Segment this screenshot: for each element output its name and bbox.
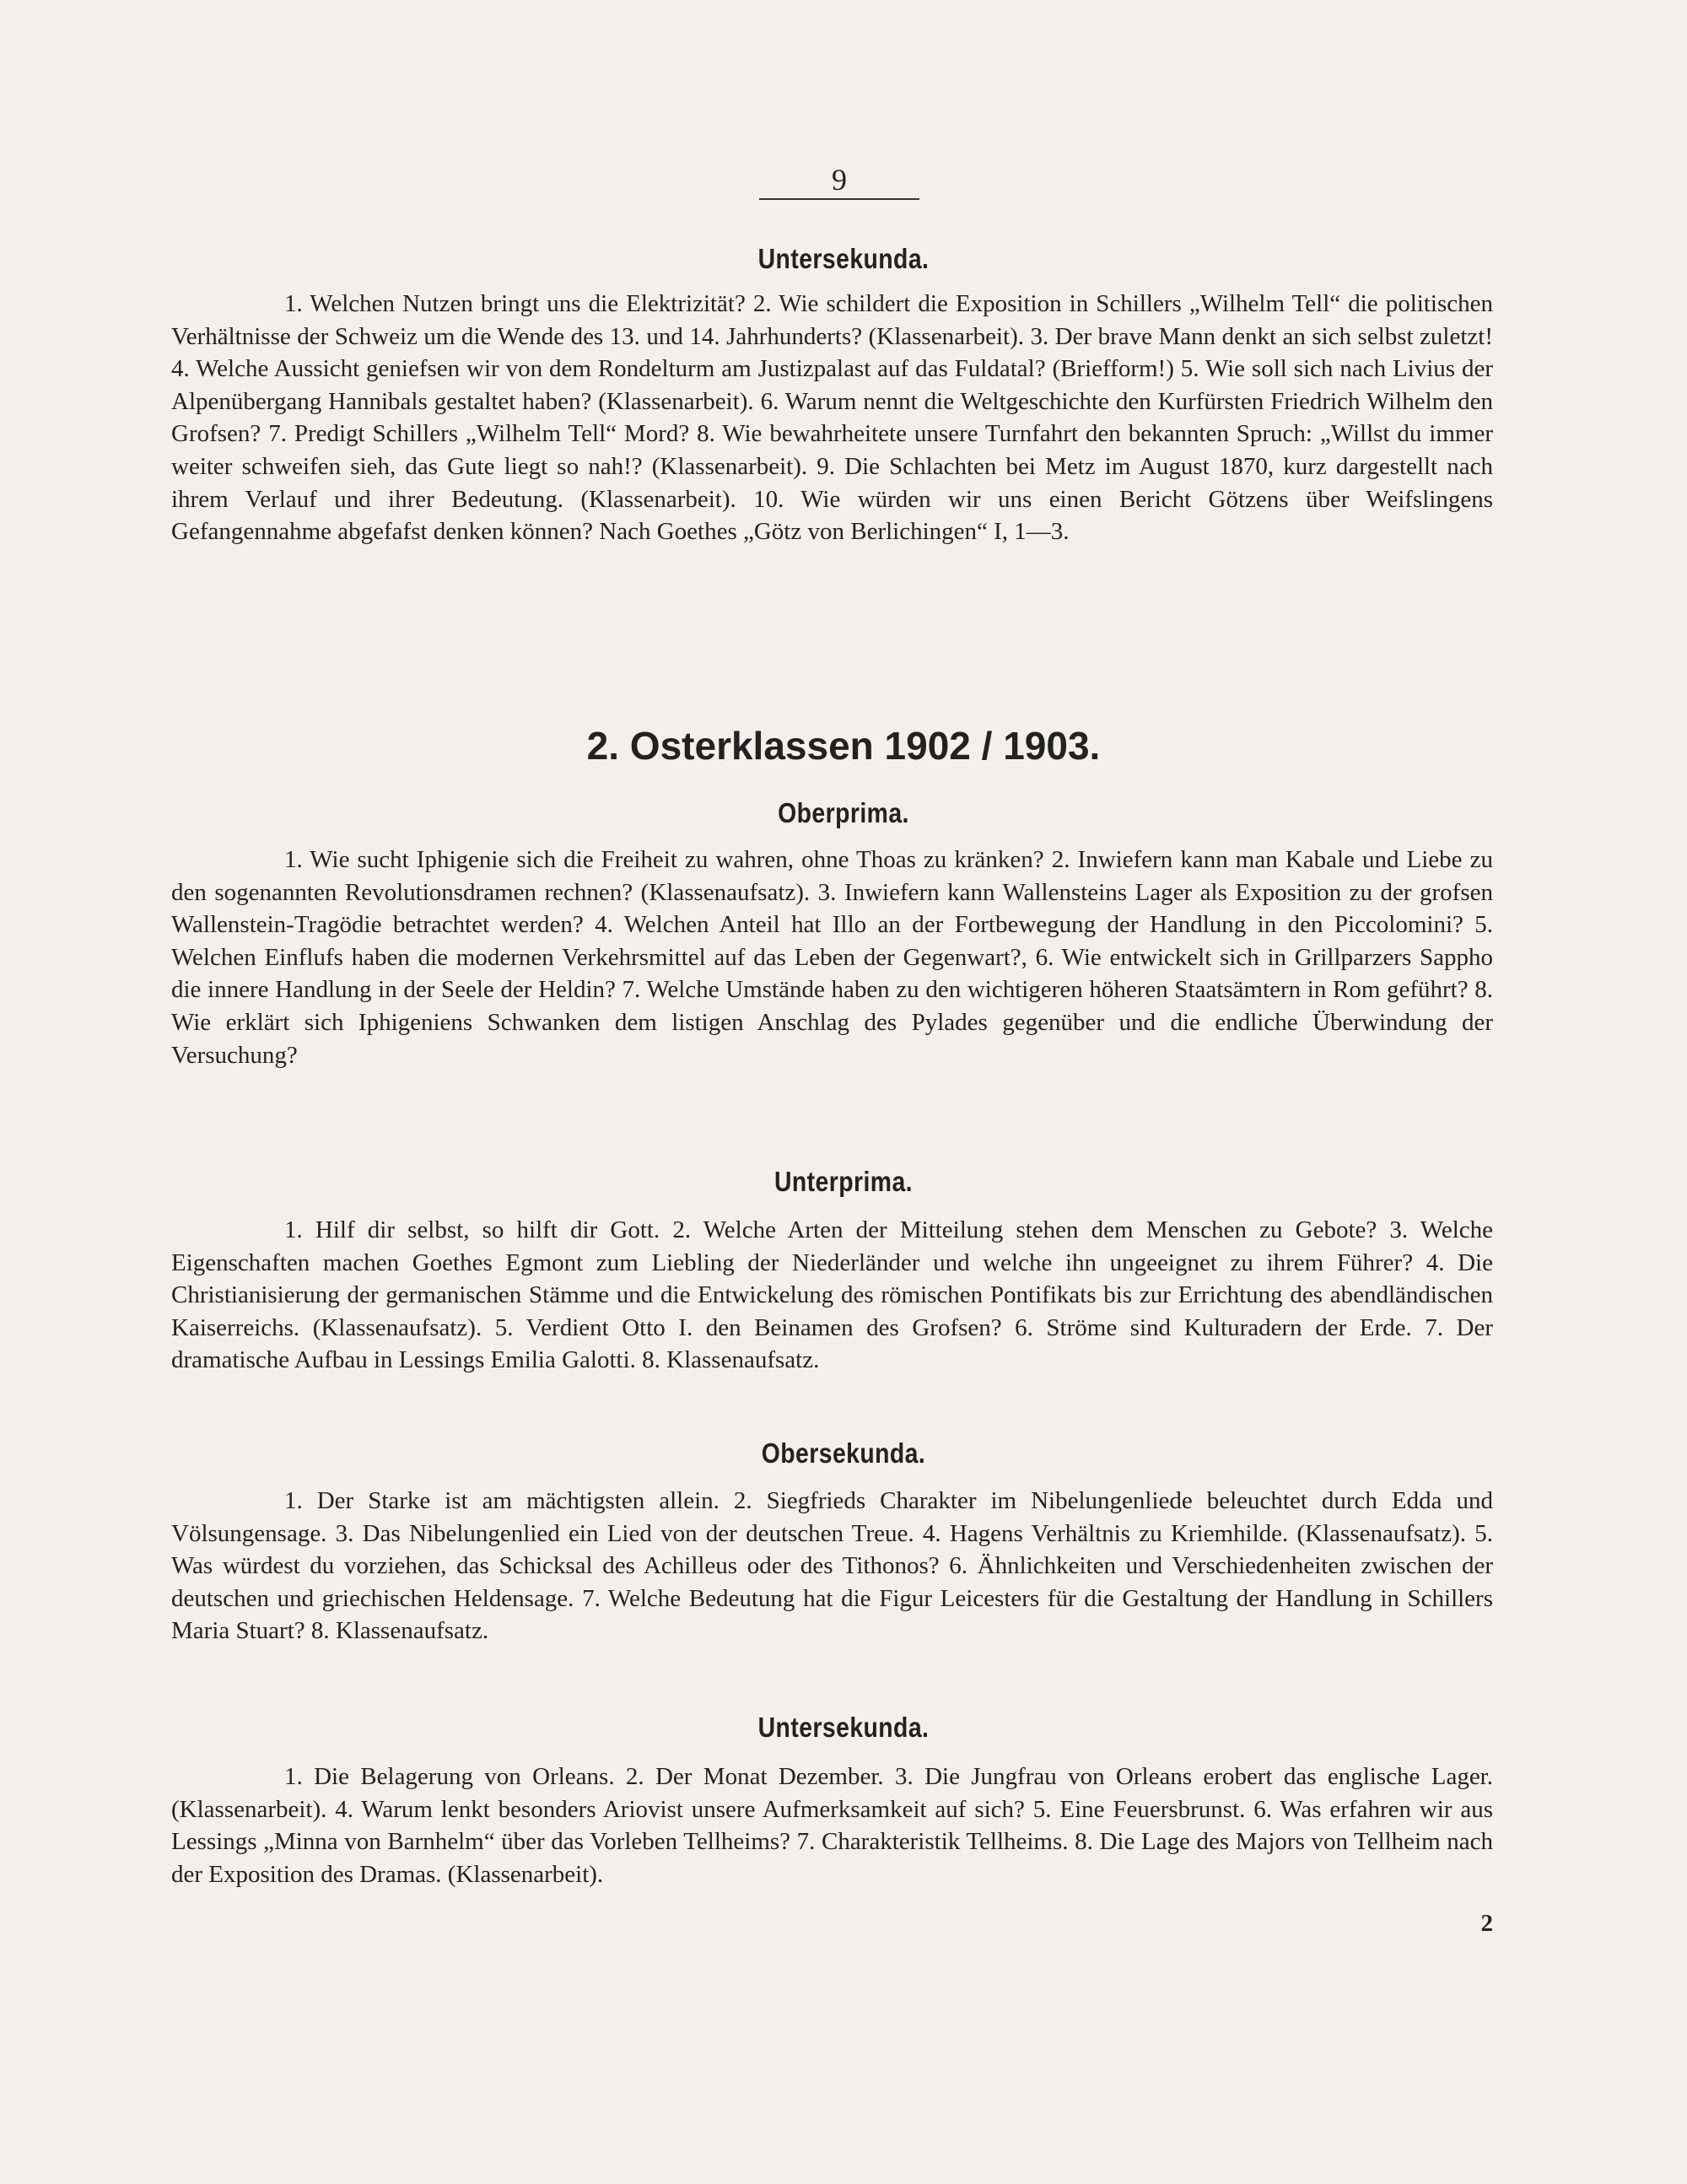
paragraph-obersekunda: 1. Der Starke ist am mächtigsten allein. 2. Siegfrieds Charakter im Nibelungenliede beleuchtet durch Edda und Völsungensage. 3. Das Nibelungenlied ein Lied von der deutschen Treue. 4. Hagens Verhältnis zu Kriemhilde. (Klassenaufsatz). 5. Was würdest du vorziehen, das Schicksal des Achilleus oder des Tithonos? 6. Ähnlichkeiten und Verschiedenheiten zwischen der deutschen und griechischen Heldensage. 7. Welche Bedeutung hat die Figur Leicesters für die Gestaltung der Handlung in Schillers Maria Stuart? 8. Klassenaufsatz. <box>171 1487 1493 1645</box>
page-number: 9 <box>759 163 919 200</box>
section-title-osterklassen: 2. Osterklassen 1902 / 1903. <box>586 724 1101 768</box>
heading-obersekunda: Obersekunda. <box>761 1437 926 1469</box>
heading-untersekunda-2: Untersekunda. <box>757 1712 930 1743</box>
paragraph-untersekunda-1: 1. Welchen Nutzen bringt uns die Elektrizität? 2. Wie schildert die Exposition in Schillers „Wilhelm Tell“ die politischen Verhältnisse der Schweiz um die Wende des 13. und 14. Jahrhunderts? (Klassenarbeit). 3. Der brave Mann denkt an sich selbst zuletzt! 4. Welche Aussicht geniefsen wir von dem Rondelturm am Justizpalast auf das Fuldatal? (Briefform!) 5. Wie soll sich nach Livius der Alpenübergang Hannibals gestaltet haben? (Klassenarbeit). 6. Warum nennt die Weltgeschichte den Kurfürsten Friedrich Wilhelm den Grofsen? 7. Predigt Schillers „Wilhelm Tell“ Mord? 8. Wie bewahrheitete unsere Turnfahrt den bekannten Spruch: „Willst du immer weiter schweifen sieh, das Gute liegt so nah!? (Klassenarbeit). 9. Die Schlachten bei Metz im August 1870, kurz dargestellt nach ihrem Verlauf und ihrer Bedeutung. (Klassenarbeit). 10. Wie würden wir uns einen Bericht Götzens über Weifslingens Gefangennahme abgefafst denken können? Nach Goethes „Götz von Berlichingen“ I, 1—3. <box>171 290 1493 546</box>
paragraph-unterprima: 1. Hilf dir selbst, so hilft dir Gott. 2. Welche Arten der Mitteilung stehen dem Menschen zu Gebote? 3. Welche Eigenschaften machen Goethes Egmont zum Liebling der Niederländer und welche ihn ungeeignet zu ihrem Führer? 4. Die Christianisierung der germanischen Stämme und die Entwickelung des römischen Pontifikats bis zur Errichtung des abendländischen Kaiserreichs. (Klassenaufsatz). 5. Verdient Otto I. den Beinamen des Grofsen? 6. Ströme sind Kulturadern der Erde. 7. Der dramatische Aufbau in Lessings Emilia Galotti. 8. Klassenaufsatz. <box>171 1216 1493 1374</box>
paragraph-untersekunda-2: 1. Die Belagerung von Orleans. 2. Der Monat Dezember. 3. Die Jungfrau von Orleans erobert das englische Lager. (Klassenarbeit). 4. Warum lenkt besonders Ariovist unsere Aufmerksamkeit auf sich? 5. Eine Feuersbrunst. 6. Was erfahren wir aus Lessings „Minna von Barnhelm“ über das Vorleben Tellheims? 7. Charakteristik Tellheims. 8. Die Lage des Majors von Tellheim nach der Exposition des Dramas. (Klassenarbeit). <box>171 1763 1493 1888</box>
paragraph-oberprima: 1. Wie sucht Iphigenie sich die Freiheit zu wahren, ohne Thoas zu kränken? 2. Inwiefern kann man Kabale und Liebe zu den sogenannten Revolutionsdramen rechnen? (Klassenaufsatz). 3. Inwiefern kann Wallensteins Lager als Exposition zu der grofsen Wallenstein-Tragödie betrachtet werden? 4. Welchen Anteil hat Illo an der Fortbewegung der Handlung in den Piccolomini? 5. Welchen Einflufs haben die modernen Verkehrsmittel auf das Leben der Gegenwart?, 6. Wie entwickelt sich in Grillparzers Sappho die innere Handlung in der Seele der Heldin? 7. Welche Umstände haben zu den wichtigeren höheren Staatsämtern in Rom geführt? 8. Wie erklärt sich Iphigeniens Schwanken dem listigen Anschlag des Pylades gegenüber und die endliche Überwindung der Versuchung? <box>171 846 1493 1069</box>
signature-mark: 2 <box>1480 1910 1493 1937</box>
heading-untersekunda-1: Untersekunda. <box>757 243 930 274</box>
heading-oberprima: Oberprima. <box>778 797 909 828</box>
heading-unterprima: Unterprima. <box>773 1166 914 1197</box>
